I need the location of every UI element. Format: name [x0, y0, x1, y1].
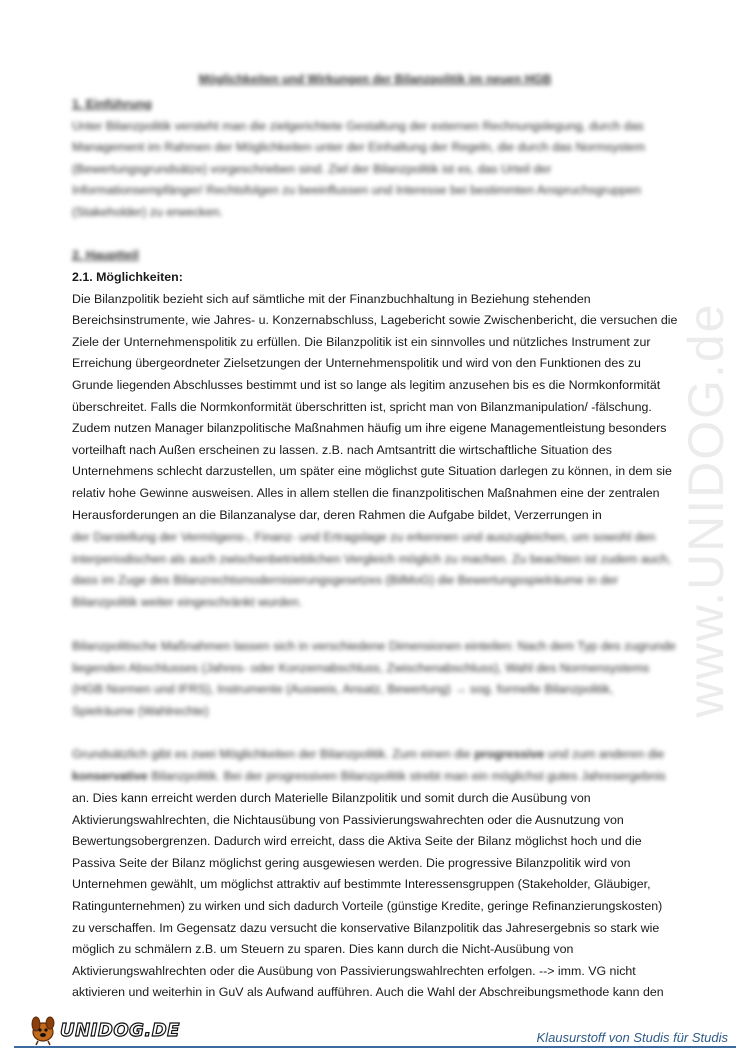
term-progressive: progressive — [474, 747, 545, 761]
section-introduction — [72, 94, 678, 224]
paragraph-3-clear: an. Dies kann erreicht werden durch Materielle Bilanzpolitik und somit durch die Ausübung von Aktivierungswahlrechten, die Nichtausübung von Passivierungswahrechten oder die Ausnutzung von Bewertungsobergrenzen. Dadurch wird erreicht, dass die Aktiva Seite der Bilanz möglichst hoch und die Passiva Seite der Bilanz möglichst gering ausgewiesen werden. Die progressive Bilanzpolitik wird von Unternehmen gewählt, um möglichst attraktiv auf bestimmte Interessensgruppen (Stakeholder, Gläubiger, Ratingunternehmen) zu wirken und sich dadurch Vorteile (günstige Kredite, geringe Refinanzierungskosten) zu verschaffen. Im Gegensatz dazu versucht die konservative Bilanzpolitik das Jahresergebnis so stark wie möglich zu schmälern z.B. um Steuern zu sparen. Dies kann durch die Nicht-Ausübung von Aktivierungswahlrechten oder die Ausübung von Passivierungswahlrechten erfolgen. --> imm. VG nicht aktivieren und weiterhin in GuV als Aufwand aufführen. Auch die Wahl der Abschreibungsmethode kann den — [72, 791, 664, 1000]
watermark-text: www.UNIDOG.de — [678, 302, 734, 718]
introduction-paragraph: Unter Bilanzpolitik versteht man die zielgerichtete Gestaltung der externen Rechnungslegung, durch das Management im Rahmen der Möglichkeiten unter der Einhaltung der Regeln, die durch das Normsystem (Bewertungsgrundsätze) vorgeschrieben sind. Ziel der Bilanzpolitik ist es, das Urteil der Informationsempfänger/ Rechtsfolgen zu beeinflussen und Interesse bei bestimmten Anspruchsgruppen (Stakeholder) zu erwecken. — [72, 118, 646, 219]
paragraph-3-part-b: und zum anderen die — [544, 747, 665, 761]
paragraph-1-clear: Die Bilanzpolitik bezieht sich auf sämtliche mit der Finanzbuchhaltung in Beziehung stehenden Bereichsinstrumente, wie Jahres- u. Konzernabschluss, Lagebericht sowie Zwischenbericht, die versuchen die Ziele der Unternehmenspolitik zu erfüllen. Die Bilanzpolitik ist ein sinnvolles und nützliches Instrument zur Erreichung übergeordneter Zielsetzungen der Unternehmenspolitik und wird von den Funktionen des zu Grunde liegenden Abschlusses bestimmt und ist so lange als legitim anzusehen bis es die Normkonformität überschreitet. Falls die Normkonformität überschritten ist, spricht man von Bilanzmanipulation/ -fälschung. Zudem nutzen Manager bilanzpolitische Maßnahmen häufig um ihre eigene Managementleistung besonders vorteilhaft nach Außen erscheinen zu lassen. z.B. nach Amtsantritt die wirtschaftliche Situation des Unternehmens schlecht darzustellen, um später eine möglichst gute Situation darlegen zu können, in dem sie relativ hohe Gewinne ausweisen. Alles in allem stellen die finanzpolitischen Maßnahmen eine der zentralen Herausforderungen an die Bilanzanalyse dar, deren Rahmen die Aufgabe bildet, Verzerrungen in — [72, 291, 678, 522]
paragraph-2-blurred: Bilanzpolitische Maßnahmen lassen sich in verschiedene Dimensionen einteilen: Nach dem Typ des zugrunde liegenden Abschlusses (Jahres- oder Konzernabschluss, Zwischenabschluss), Wahl des Normensystems (HGB Normen und IFRS), Instrumente (Ausweis, Ansatz, Bewertung) → sog. formelle Bilanzpolitik, Spielräume (Wahlrechte) — [72, 639, 676, 718]
section-heading-main: 2. Hauptteil — [72, 248, 139, 262]
dog-mascot-icon — [28, 1012, 62, 1046]
footer-divider — [14, 1046, 736, 1048]
paragraph-3-head — [72, 744, 678, 787]
section-main-heading-wrap — [72, 245, 678, 267]
term-conservative: konservative — [72, 768, 148, 783]
paragraph-2 — [72, 636, 678, 722]
paragraph-3-body — [72, 788, 678, 1004]
document-title: Möglichkeiten und Wirkungen der Bilanzpolitik im neuen HGB — [198, 72, 552, 86]
paragraph-3-blurred — [72, 744, 678, 787]
paragraph-3-part-c: Bilanzpolitik. Bei der progressiven Bilanzpolitik strebt man ein möglichst gutes Jahresergebnis — [147, 768, 666, 783]
paragraph-1-blurred: der Darstellung der Vermögens-, Finanz- und Ertragslage zu erkennen und auszugleichen, um sowohl den interperiodischen als auch zwischenbetrieblichen Vergleich möglich zu machen. Zu beachten ist zudem auch, dass im Zuge des Bilanzrechtsmodernisierungsgesetzes (BilMoG) die Bewertungsspielräume in der Bilanzpolitik weiter eingeschränkt wurden. — [72, 530, 672, 609]
watermark — [666, 280, 746, 740]
section-possibilities — [72, 267, 678, 526]
unidog-logo[interactable] — [28, 1010, 180, 1050]
paragraph-3-part-a: Grundsätzlich gibt es zwei Möglichkeiten der Bilanzpolitik. Zum einen die — [72, 747, 475, 761]
subsection-heading-possibilities: 2.1. Möglichkeiten: — [72, 270, 183, 284]
paragraph-1-continued — [72, 527, 678, 613]
section-heading-introduction: 1. Einführung — [72, 97, 152, 111]
footer-slogan: Klausurstoff von Studis für Studis — [536, 1030, 728, 1045]
logo-text: UNIDOG.DE — [60, 1020, 180, 1041]
